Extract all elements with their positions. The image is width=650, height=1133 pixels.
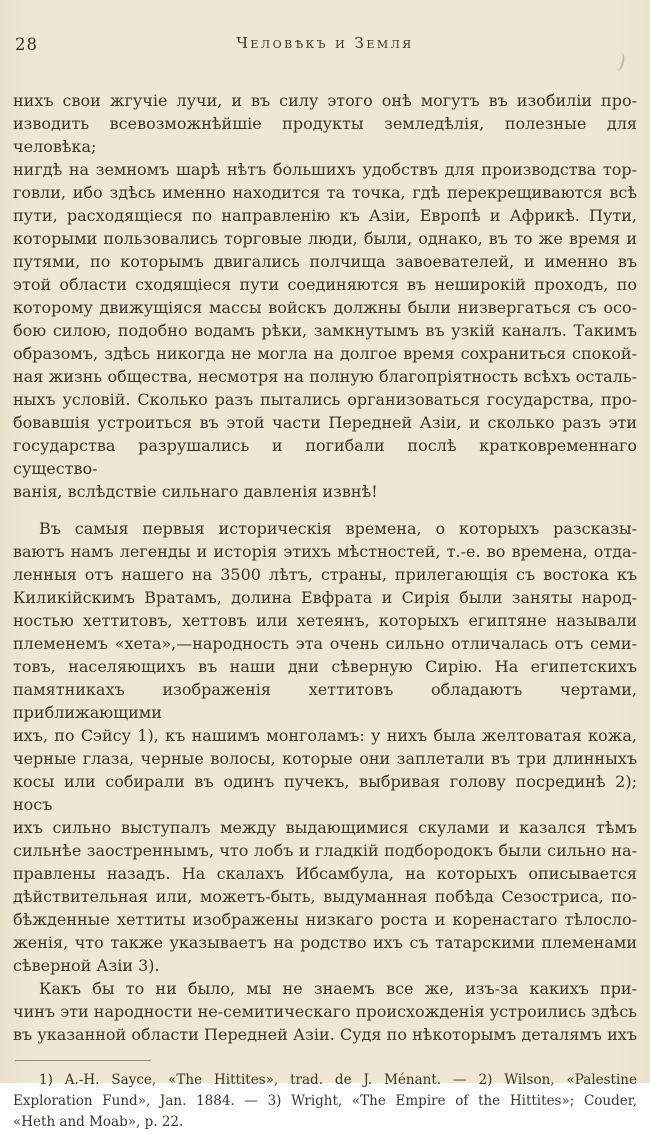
text-line: Exploration Fund», Jan. 1884. — 3) Wright, «The Empire of the Hittites»; Couder, [13, 1093, 637, 1109]
text-line: образомъ, здѣсь никогда не могла на долгое время сохраниться спокой- [13, 344, 637, 363]
text-line: которыми пользовались торговые люди, были, однако, въ то же время и [13, 229, 637, 248]
text-line: государства разрушались и погибали послѣ кратковременнаго существо- [13, 436, 637, 478]
footnote-separator [15, 1060, 151, 1061]
paragraph [13, 517, 637, 977]
text-line: путями, по которымъ двигались полчища завоевателей, и именно въ [13, 252, 637, 271]
text-line: Въ самыя первыя историческія времена, о которыхъ разсказы- [39, 519, 637, 538]
text-line: бою силою, подобно водамъ рѣки, замкнутымъ въ узкій каналъ. Такимъ [13, 321, 637, 340]
text-line: пути, расходящіеся по направленію къ Азіи, Европѣ и Африкѣ. Пути, [13, 206, 637, 225]
text-line: косы или собирали въ одинъ пучекъ, выбривая голову посрединѣ 2); носъ [13, 772, 637, 814]
page-number: 28 [15, 35, 38, 54]
text-line: Какъ бы то ни было, мы не знаемъ все же, изъ-за какихъ при- [39, 979, 637, 998]
text-line: ныхъ условій. Сколько разъ пытались организоваться государства, про- [13, 390, 637, 409]
body-text [13, 89, 637, 1046]
text-line: нигдѣ на земномъ шарѣ нѣтъ большихъ удобствъ для производства тор- [13, 160, 637, 179]
text-line: бовавшія устроиться въ этой части Передней Азіи, и сколько разъ эти [13, 413, 637, 432]
text-line: Киликійскимъ Вратамъ, долина Евфрата и Сирія были заняты народ- [13, 588, 637, 607]
text-line: ихъ сильно выступалъ между выдающимися скулами и казался тѣмъ [13, 818, 637, 837]
text-line: ная жизнь общества, несмотря на полную благопріятность всѣхъ осталь- [13, 367, 637, 386]
text-line: ихъ, по Сэйсу 1), къ нашимъ монголамъ: у нихъ была желтоватая кожа, [13, 726, 637, 745]
text-line: памятникахъ изображенія хеттитовъ обладаютъ чертами, приближающими [13, 680, 637, 722]
footnote [13, 1070, 637, 1133]
text-line: черные глаза, черные волосы, которые они заплетали въ три длинныхъ [13, 749, 637, 768]
text-line: нихъ свои жгучіе лучи, и въ силу этого онѣ могутъ въ изобиліи про- [13, 91, 637, 110]
text-line: товъ, населяющихъ въ наши дни сѣверную Сирію. На египетскихъ [13, 657, 637, 676]
text-line: правлены назадъ. На скалахъ Ибсамбула, на которыхъ описывается [13, 864, 637, 883]
text-line: сѣверной Азіи 3). [13, 956, 160, 975]
text-line: «Heth and Moab», p. 22. [13, 1114, 184, 1130]
text-line: говли, ибо здѣсь именно находится та точка, гдѣ перекрещиваются всѣ [13, 183, 637, 202]
text-line: дѣйствительная или, можетъ-быть, выдуманная побѣда Сезостриса, по- [13, 887, 637, 906]
running-title: Человѣкъ и Земля [236, 34, 414, 52]
text-line: женія, что также указываетъ на родство ихъ съ татарскими племенами [13, 933, 637, 952]
text-line: ваютъ намъ легенды и исторія этихъ мѣстностей, т.-е. во времена, отда- [13, 542, 637, 561]
text-line: бѣжденные хеттиты изображены низкаго роста и коренастаго тѣлосло- [13, 910, 637, 929]
text-line: чинъ эти народности не-семитическаго происхожденія устроились здѣсь [13, 1002, 637, 1021]
text-line: ленныя отъ нашего на 3500 лѣтъ, страны, прилегающія съ востока къ [13, 565, 637, 584]
text-line: въ указанной области Передней Азіи. Судя по нѣкоторымъ деталямъ ихъ [13, 1025, 637, 1044]
text-line: сильнѣе заостреннымъ, что лобъ и гладкій подбородокъ были сильно на- [13, 841, 637, 860]
text-line: племенемъ «хета»,—народность эта очень сильно отличалась отъ семи- [13, 634, 637, 653]
text-line: изводить всевозможнѣйшіе продукты земледѣлія, полезные для человѣка; [13, 114, 637, 156]
paragraph [13, 89, 637, 503]
paragraph [13, 977, 637, 1046]
text-line: которому движущіяся массы войскъ должны были низвергаться съ осо- [13, 298, 637, 317]
text-line: ностью хеттитовъ, хеттовъ или хетеянъ, которыхъ египтяне называли [13, 611, 637, 630]
text-line: ванія, вслѣдствіе сильнаго давленія извнѣ! [13, 482, 378, 501]
page-header [13, 34, 637, 56]
text-line: 1) A.-H. Sayce, «The Hittites», trad. de J. Ménant. — 2) Wilson, «Palestine [39, 1072, 637, 1088]
text-line: этой области сходящіеся пути соединяются въ неширокій проходъ, по [13, 275, 637, 294]
